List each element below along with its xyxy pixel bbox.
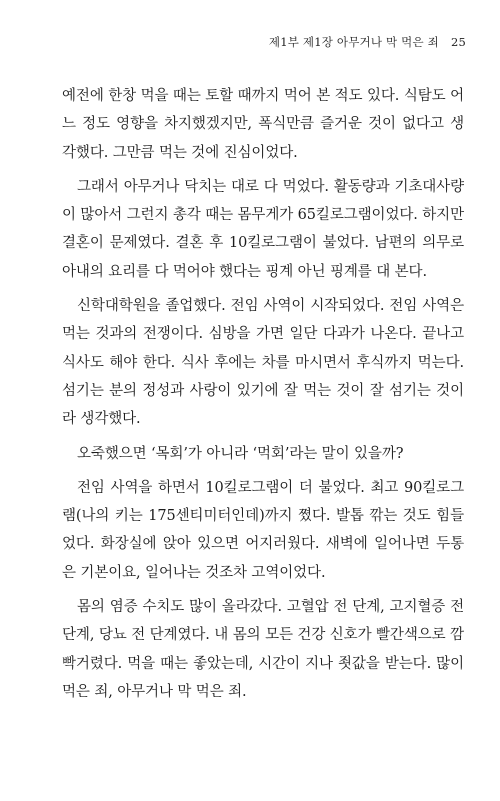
body-text <box>62 82 464 712</box>
chapter-title: 제1부 제1장 아무거나 막 먹은 죄 <box>268 35 439 49</box>
paragraph: 전임 사역을 하면서 10킬로그램이 더 불었다. 최고 90킬로그램(나의 키는 175센티미터인데)까지 쪘다. 발톱 깎는 것도 힘들었다. 화장실에 앉아 있으면 어지러웠다. 새벽에 일어나면 두통은 기본이요, 일어나는 것조차 고역이었다. <box>62 479 464 581</box>
running-header <box>269 34 466 50</box>
paragraph: 신학대학원을 졸업했다. 전임 사역이 시작되었다. 전임 사역은 먹는 것과의 전쟁이다. 심방을 가면 일단 다과가 나온다. 끝나고 식사도 해야 한다. 식사 후에는 차를 마시면서 후식까지 먹는다. 섬기는 분의 정성과 사랑이 있기에 잘 먹는 것이 잘 섬기는 것이라 생각했다. <box>62 298 464 428</box>
paragraph: 예전에 한창 먹을 때는 토할 때까지 먹어 본 적도 있다. 식탐도 어느 정도 영향을 차지했겠지만, 폭식만큼 즐거운 것이 없다고 생각했다. 그만큼 먹는 것에 진심이었다. <box>62 88 464 161</box>
page-number: 25 <box>450 35 466 49</box>
paragraph: 오죽했으면 ‘목회’가 아니라 ‘먹회’라는 말이 있을까? <box>77 445 404 462</box>
paragraph: 그래서 아무거나 닥치는 대로 다 먹었다. 활동량과 기초대사량이 많아서 그런지 총각 때는 몸무게가 65킬로그램이었다. 하지만 결혼이 문제였다. 결혼 후 10킬로그램이 불었다. 남편의 의무로 아내의 요리를 다 먹어야 했다는 핑계 아닌 핑계를 대 본다. <box>62 178 464 280</box>
paragraph: 몸의 염증 수치도 많이 올라갔다. 고혈압 전 단계, 고지혈증 전 단계, 당뇨 전 단계였다. 내 몸의 모든 건강 신호가 빨간색으로 깜빡거렸다. 먹을 때는 좋았는데, 시간이 지나 죗값을 받는다. 많이 먹은 죄, 아무거나 막 먹은 죄. <box>62 599 464 700</box>
